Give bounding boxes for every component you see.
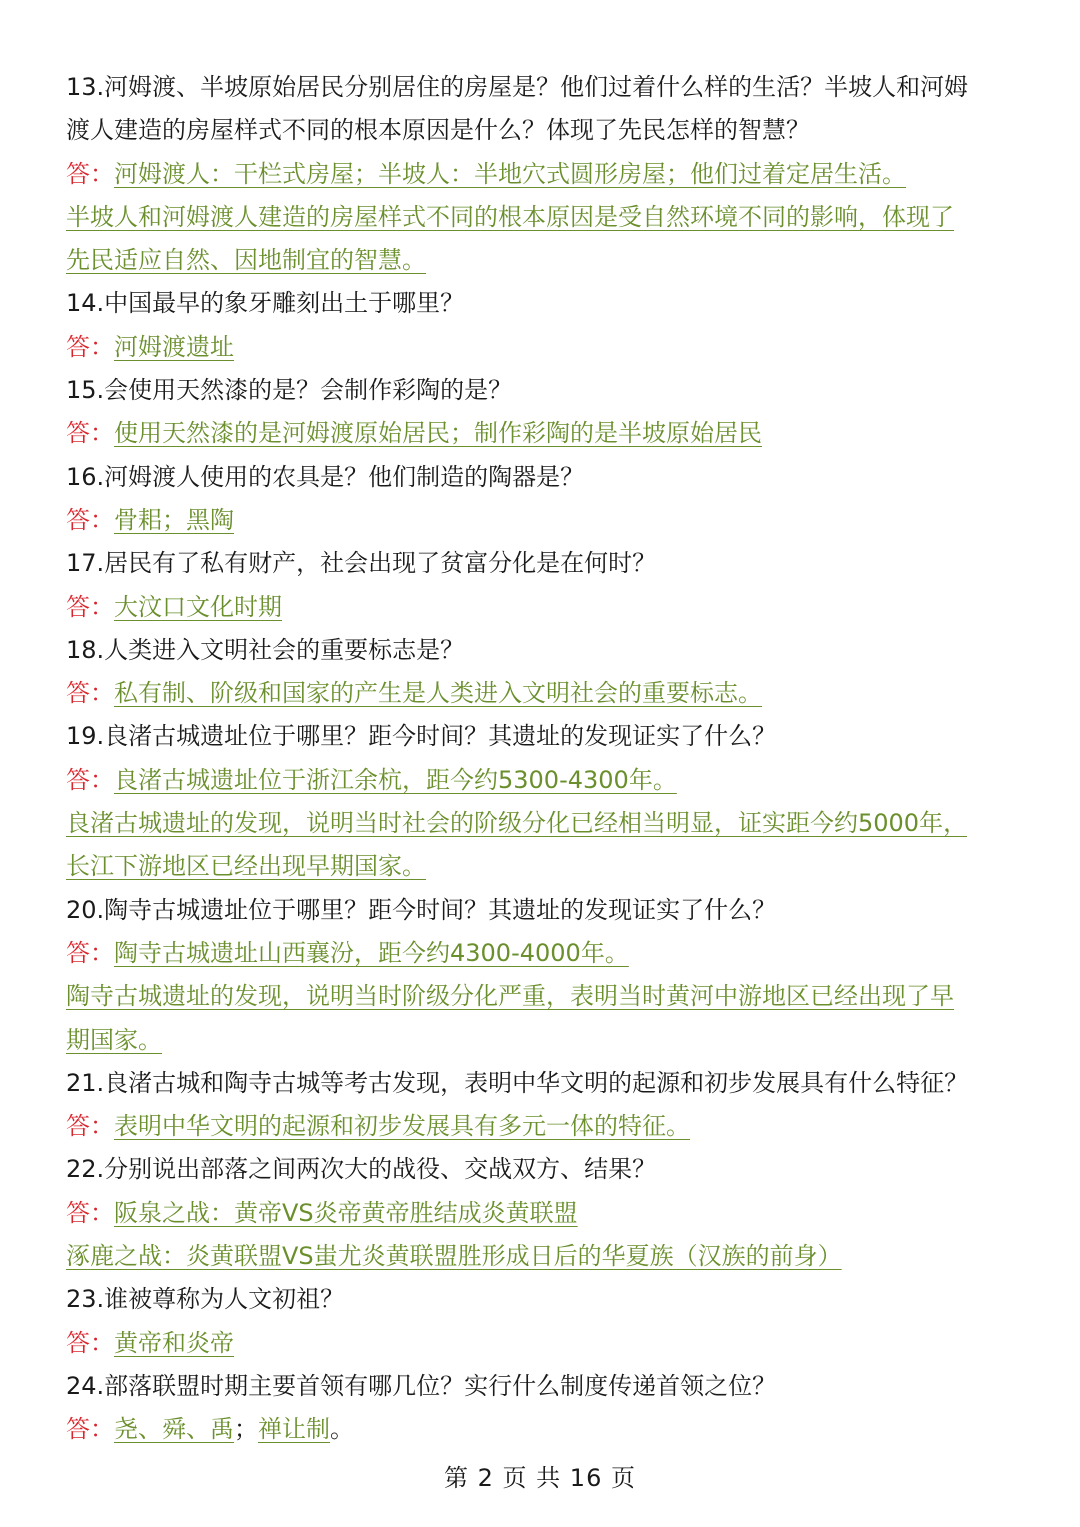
answer-text: 长江下游地区已经出现早期国家。 bbox=[66, 852, 426, 881]
answer-text: 骨耜；黑陶 bbox=[114, 505, 234, 534]
question-23: 23.谁被尊称为人文初祖？ bbox=[66, 1285, 345, 1314]
answer-label: 答： bbox=[66, 332, 114, 361]
answer-19-line-1 bbox=[66, 759, 1020, 802]
answer-text: 表明中华文明的起源和初步发展具有多元一体的特征。 bbox=[114, 1112, 690, 1141]
answer-24 bbox=[66, 1408, 1020, 1451]
answer-text: 使用天然漆的是河姆渡原始居民；制作彩陶的是半坡原始居民 bbox=[114, 419, 762, 448]
answer-label: 答： bbox=[66, 1198, 114, 1227]
answer-15 bbox=[66, 412, 1020, 455]
answer-label: 答： bbox=[66, 419, 114, 448]
answer-23 bbox=[66, 1322, 1020, 1365]
answer-label: 答： bbox=[66, 1415, 114, 1444]
answer-separator: ； bbox=[234, 1415, 258, 1444]
answer-text: 大汶口文化时期 bbox=[114, 592, 282, 621]
answer-13-line-1 bbox=[66, 153, 1020, 196]
answer-label: 答： bbox=[66, 765, 114, 794]
question-14: 14.中国最早的象牙雕刻出土于哪里？ bbox=[66, 289, 465, 318]
answer-label: 答： bbox=[66, 1112, 114, 1141]
answer-text: 尧、舜、禹 bbox=[114, 1415, 234, 1444]
answer-period: 。 bbox=[330, 1415, 354, 1444]
question-21: 21.良渚古城和陶寺古城等考古发现，表明中华文明的起源和初步发展具有什么特征？ bbox=[66, 1068, 969, 1097]
answer-text: 半坡人和河姆渡人建造的房屋样式不同的根本原因是受自然环境不同的影响，体现了 bbox=[66, 202, 954, 231]
answer-text: 先民适应自然、因地制宜的智慧。 bbox=[66, 246, 426, 275]
answer-label: 答： bbox=[66, 159, 114, 188]
answer-text: 良渚古城遗址的发现，说明当时社会的阶级分化已经相当明显，证实距今约5000年， bbox=[66, 809, 968, 838]
question-19: 19.良渚古城遗址位于哪里？距今时间？其遗址的发现证实了什么？ bbox=[66, 722, 777, 751]
answer-21 bbox=[66, 1105, 1020, 1148]
answer-text: 陶寺古城遗址山西襄汾，距今约4300-4000年。 bbox=[114, 938, 629, 967]
answer-label: 答： bbox=[66, 1328, 114, 1357]
question-17: 17.居民有了私有财产，社会出现了贫富分化是在何时？ bbox=[66, 549, 657, 578]
answer-13-line-2 bbox=[66, 196, 1020, 239]
answer-label: 答： bbox=[66, 679, 114, 708]
question-18: 18.人类进入文明社会的重要标志是？ bbox=[66, 635, 465, 664]
answer-20-line-2 bbox=[66, 975, 1020, 1018]
answer-text: 涿鹿之战：炎黄联盟VS蚩尤炎黄联盟胜形成日后的华夏族（汉族的前身） bbox=[66, 1242, 842, 1271]
answer-20-line-3 bbox=[66, 1019, 1020, 1062]
answer-text: 良渚古城遗址位于浙江余杭，距今约5300-4300年。 bbox=[114, 765, 677, 794]
answer-19-line-2 bbox=[66, 802, 1020, 845]
answer-22-line-1 bbox=[66, 1192, 1020, 1235]
question-22: 22.分别说出部落之间两次大的战役、交战双方、结果？ bbox=[66, 1155, 657, 1184]
answer-text: 阪泉之战：黄帝VS炎帝黄帝胜结成炎黄联盟 bbox=[114, 1198, 578, 1227]
answer-text: 期国家。 bbox=[66, 1025, 162, 1054]
answer-13-line-3 bbox=[66, 239, 1020, 282]
answer-16 bbox=[66, 499, 1020, 542]
answer-14 bbox=[66, 326, 1020, 369]
question-13-line-1: 13.河姆渡、半坡原始居民分别居住的房屋是？他们过着什么样的生活？半坡人和河姆 bbox=[66, 73, 969, 101]
answer-label: 答： bbox=[66, 938, 114, 967]
answer-text: 私有制、阶级和国家的产生是人类进入文明社会的重要标志。 bbox=[114, 679, 762, 708]
answer-22-line-2 bbox=[66, 1235, 1020, 1278]
answer-text: 河姆渡人：干栏式房屋；半坡人：半地穴式圆形房屋；他们过着定居生活。 bbox=[114, 159, 906, 188]
answer-text: 陶寺古城遗址的发现，说明当时阶级分化严重，表明当时黄河中游地区已经出现了早 bbox=[66, 982, 954, 1011]
answer-19-line-3 bbox=[66, 845, 1020, 888]
answer-20-line-1 bbox=[66, 932, 1020, 975]
answer-label: 答： bbox=[66, 505, 114, 534]
page-footer: 第 2 页 共 16 页 bbox=[444, 1464, 636, 1492]
question-15: 15.会使用天然漆的是？会制作彩陶的是？ bbox=[66, 376, 513, 405]
answer-text: 河姆渡遗址 bbox=[114, 332, 234, 361]
question-13-line-2: 渡人建造的房屋样式不同的根本原因是什么？体现了先民怎样的智慧？ bbox=[66, 116, 810, 145]
answer-text: 黄帝和炎帝 bbox=[114, 1328, 234, 1357]
answer-text: 禅让制 bbox=[258, 1415, 330, 1444]
question-20: 20.陶寺古城遗址位于哪里？距今时间？其遗址的发现证实了什么？ bbox=[66, 895, 777, 924]
question-24: 24.部落联盟时期主要首领有哪几位？实行什么制度传递首领之位？ bbox=[66, 1371, 777, 1400]
answer-label: 答： bbox=[66, 592, 114, 621]
answer-17 bbox=[66, 586, 1020, 629]
question-16: 16.河姆渡人使用的农具是？他们制造的陶器是？ bbox=[66, 462, 585, 491]
answer-18 bbox=[66, 672, 1020, 715]
